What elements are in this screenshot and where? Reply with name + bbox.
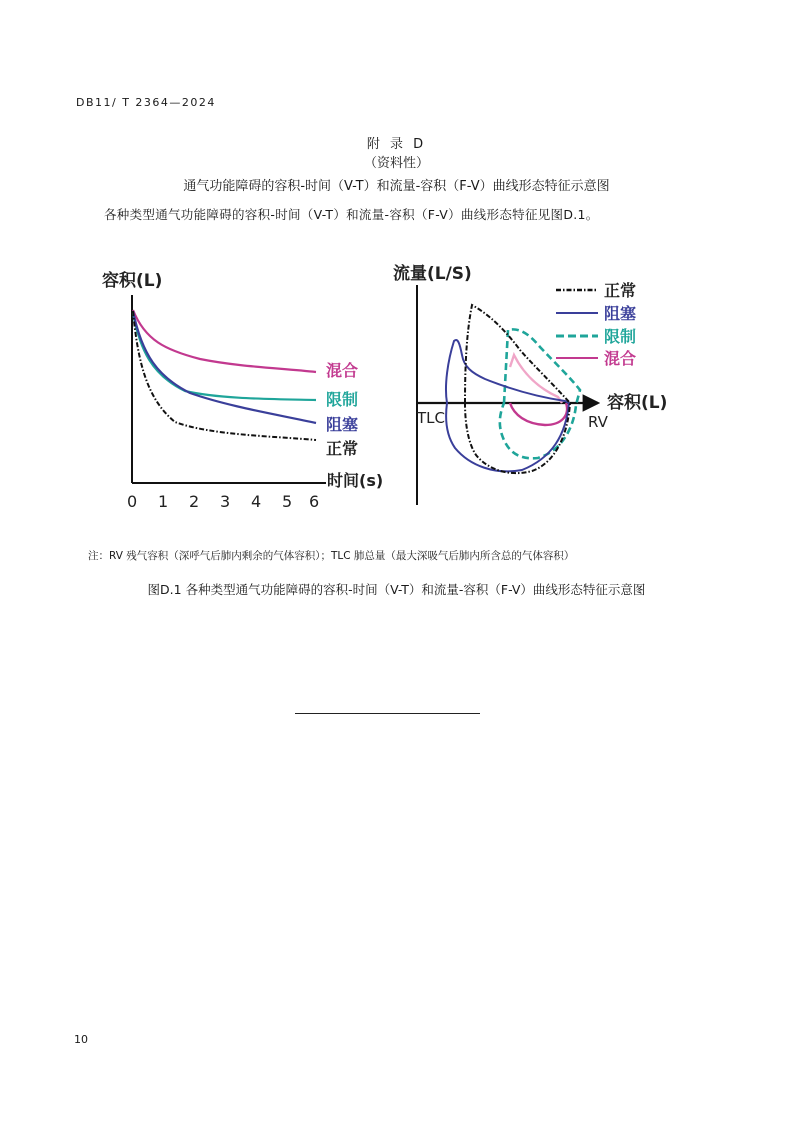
fv-legend bbox=[556, 281, 636, 368]
vt-label-obstructive: 阻塞 bbox=[326, 415, 359, 434]
fv-curve-restrictive bbox=[500, 329, 580, 458]
figure-note: 注：RV 残气容积（深呼气后肺内剩余的气体容积）；TLC 肺总量（最大深吸气后肺内所含总的气体容积） bbox=[88, 550, 575, 562]
legend-label-obstructive: 阻塞 bbox=[604, 304, 637, 323]
vt-curve-mixed bbox=[133, 310, 316, 372]
fv-chart bbox=[393, 263, 667, 505]
vt-tick-1: 1 bbox=[158, 492, 169, 511]
figure-caption: 图D.1 各种类型通气功能障碍的容积-时间（V-T）和流量-容积（F-V）曲线形态特征示意图 bbox=[147, 582, 646, 597]
vt-curve-normal bbox=[133, 311, 316, 440]
vt-tick-5: 5 bbox=[282, 492, 293, 511]
vt-curve-restrictive bbox=[133, 313, 316, 400]
vt-label-restrictive: 限制 bbox=[326, 390, 359, 409]
page-number: 10 bbox=[74, 1033, 88, 1046]
document-code: DB11/ T 2364—2024 bbox=[76, 96, 216, 109]
vt-tick-4: 4 bbox=[251, 492, 262, 511]
legend-label-normal: 正常 bbox=[604, 281, 637, 300]
figure-d1-svg bbox=[90, 255, 690, 515]
legend-item-restrictive bbox=[556, 327, 636, 346]
vt-x-label: 时间(s) bbox=[327, 471, 384, 490]
vt-tick-2: 2 bbox=[189, 492, 200, 511]
legend-item-mixed bbox=[556, 349, 636, 368]
fv-rv-label: RV bbox=[588, 413, 608, 431]
legend-label-mixed: 混合 bbox=[604, 349, 637, 368]
appendix-heading: 通气功能障碍的容积-时间（V-T）和流量-容积（F-V）曲线形态特征示意图 bbox=[183, 179, 610, 194]
vt-label-mixed: 混合 bbox=[326, 361, 359, 380]
legend-item-obstructive bbox=[556, 304, 636, 323]
vt-label-normal: 正常 bbox=[326, 439, 359, 458]
vt-tick-0: 0 bbox=[127, 492, 138, 511]
appendix-nature: （资料性） bbox=[363, 156, 429, 171]
fv-x-label: 容积(L) bbox=[607, 393, 668, 413]
end-rule bbox=[295, 713, 480, 714]
fv-y-label: 流量(L/S) bbox=[393, 264, 472, 284]
legend-item-normal bbox=[556, 281, 636, 300]
legend-label-restrictive: 限制 bbox=[604, 327, 637, 346]
vt-y-label: 容积(L) bbox=[102, 271, 163, 291]
vt-chart bbox=[102, 270, 383, 511]
intro-paragraph: 各种类型通气功能障碍的容积-时间（V-T）和流量-容积（F-V）曲线形态特征见图D.1。 bbox=[104, 207, 599, 222]
fv-curve-mixed-lower bbox=[510, 403, 567, 425]
vt-x-ticks bbox=[127, 492, 319, 511]
figure-d1 bbox=[90, 255, 690, 519]
appendix-title: 附 录 D bbox=[366, 137, 427, 152]
fv-tlc-label: TLC bbox=[417, 409, 445, 427]
vt-tick-6: 6 bbox=[309, 492, 320, 511]
vt-tick-3: 3 bbox=[220, 492, 231, 511]
vt-curve-obstructive bbox=[133, 311, 316, 423]
